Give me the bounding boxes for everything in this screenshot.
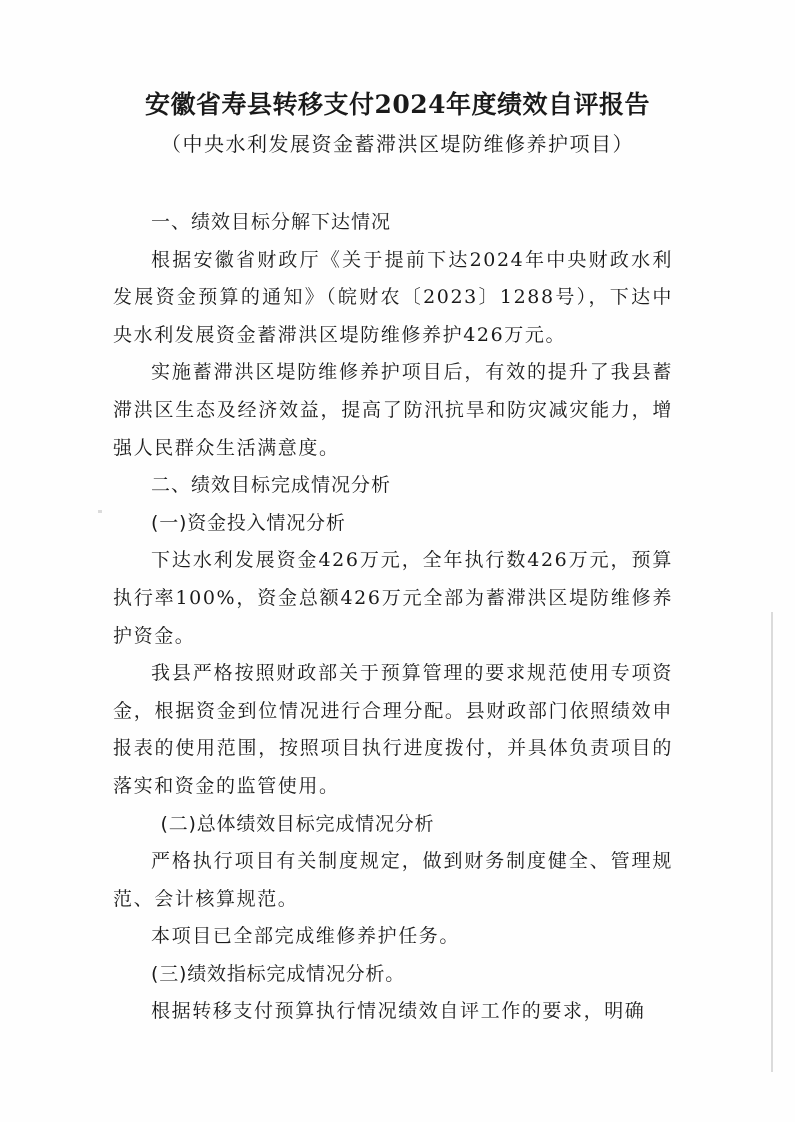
paragraph-regulations: 严格执行项目有关制度规定，做到财务制度健全、管理规范、会计核算规范。 bbox=[113, 850, 673, 910]
paragraph-indicator-analysis: 根据转移支付预算执行情况绩效自评工作的要求，明确 bbox=[151, 1000, 646, 1023]
paragraph-fund-management: 我县严格按照财政部关于预算管理的要求规范使用专项资金，根据资金到位情况进行合理分配。县财政部门依照绩效申报表的使用范围，按照项目执行进度拨付，并具体负责项目的落实和资金的监管使用。 bbox=[113, 662, 673, 797]
subsection-heading-2: (二)总体绩效目标完成情况分析 bbox=[160, 812, 435, 835]
subsection-heading-3: (三)绩效指标完成情况分析。 bbox=[151, 962, 406, 985]
scan-speck-mark bbox=[98, 510, 102, 513]
document-body bbox=[113, 204, 673, 1031]
document-title: 安徽省寿县转移支付2024年度绩效自评报告 bbox=[144, 90, 651, 119]
paragraph-project-benefits: 实施蓄滞洪区堤防维修养护项目后，有效的提升了我县蓄滞洪区生态及经济效益，提高了防汛抗旱和防灾减灾能力，增强人民群众生活满意度。 bbox=[113, 361, 673, 459]
paragraph-funding-notice: 根据安徽省财政厅《关于提前下达2024年中央财政水利发展资金预算的通知》（皖财农〔2023〕1288号），下达中央水利发展资金蓄滞洪区堤防维修养护426万元。 bbox=[113, 248, 673, 346]
paragraph-fund-execution: 下达水利发展资金426万元，全年执行数426万元，预算执行率100%，资金总额426万元全部为蓄滞洪区堤防维修养护资金。 bbox=[113, 549, 673, 647]
document-subtitle: （中央水利发展资金蓄滞洪区堤防维修养护项目） bbox=[161, 132, 634, 156]
scan-edge-mark bbox=[771, 612, 773, 1072]
section-heading-1: 一、绩效目标分解下达情况 bbox=[151, 211, 392, 233]
section-heading-2: 二、绩效目标完成情况分析 bbox=[151, 474, 392, 497]
subsection-heading-1: (一)资金投入情况分析 bbox=[151, 511, 346, 534]
paragraph-completion: 本项目已全部完成维修养护任务。 bbox=[151, 925, 461, 948]
